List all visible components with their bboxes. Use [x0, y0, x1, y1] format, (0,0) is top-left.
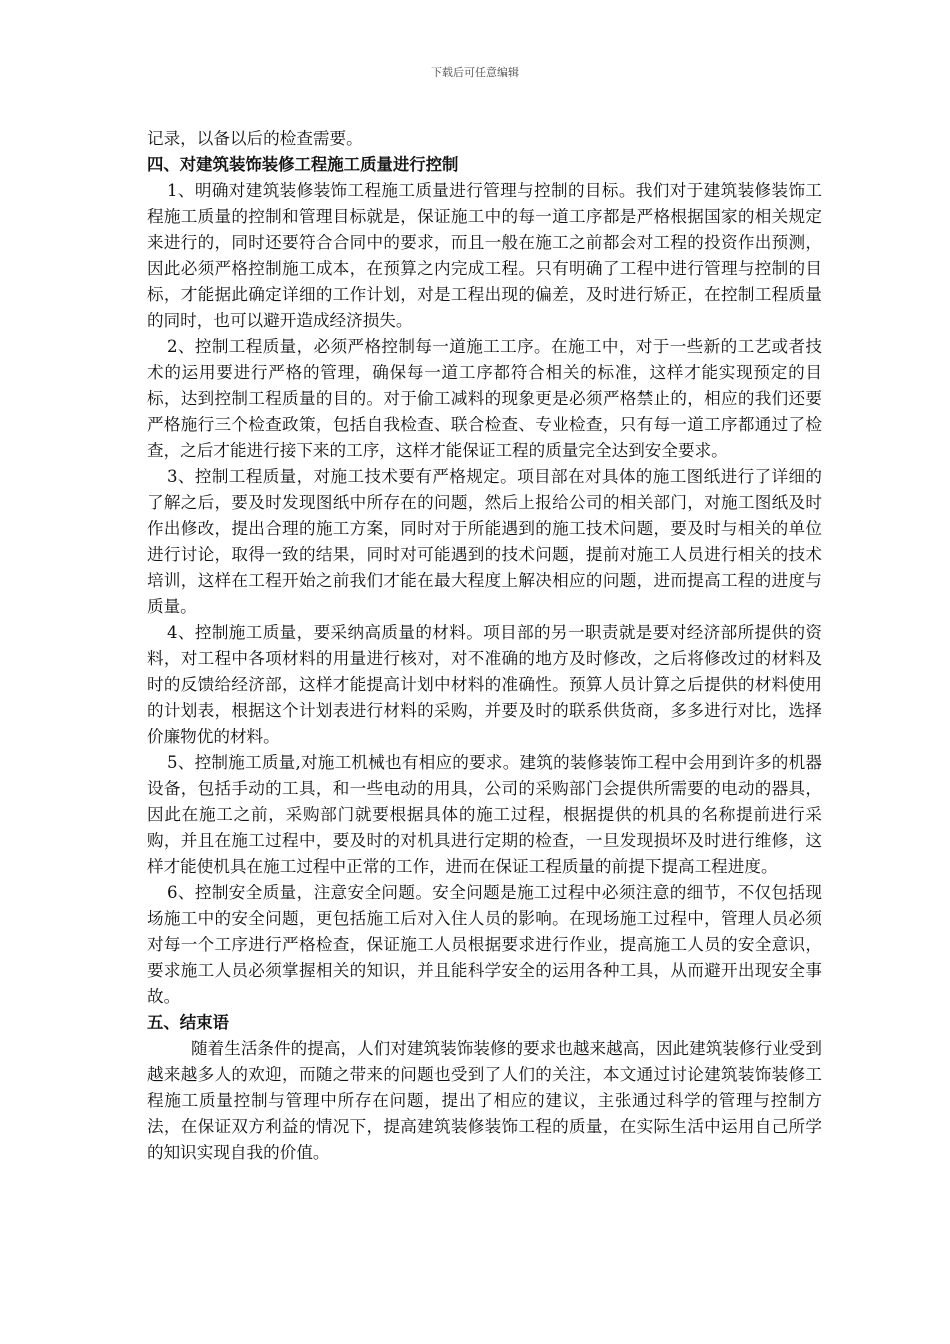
document-body [147, 126, 822, 1166]
paragraph-6: 6、控制安全质量，注意安全问题。安全问题是施工过程中必须注意的细节，不仅包括现场施工中的安全问题，更包括施工后对入住人员的影响。在现场施工过程中，管理人员必须对每一个工序进行严格检查，保证施工人员根据要求进行作业，提高施工人员的安全意识，要求施工人员必须掌握相关的知识，并且能科学安全的运用各种工具，从而避开出现安全事故。 [147, 883, 822, 1006]
page-header: 下载后可任意编辑 [431, 66, 519, 79]
paragraph-2: 2、控制工程质量，必须严格控制每一道施工工序。在施工中，对于一些新的工艺或者技术的运用要进行严格的管理，确保每一道工序都符合相关的标准，这样才能实现预定的目标，达到控制工程质量的目的。对于偷工减料的现象更是必须严格禁止的，相应的我们还要严格施行三个检查政策，包括自我检查、联合检查、专业检查，只有每一道工序都通过了检查，之后才能进行接下来的工序，这样才能保证工程的质量完全达到安全要求。 [147, 337, 822, 460]
paragraph-conclusion: 随着生活条件的提高，人们对建筑装饰装修的要求也越来越高，因此建筑装修行业受到越来越多人的欢迎，而随之带来的问题也受到了人们的关注，本文通过讨论建筑装饰装修工程施工质量控制与管理中所存在问题，提出了相应的建议，主张通过科学的管理与控制方法，在保证双方利益的情况下，提高建筑装修装饰工程的质量，在实际生活中运用自己所学的知识实现自我的价值。 [147, 1039, 822, 1162]
section-heading-4: 四、对建筑装饰装修工程施工质量进行控制 [147, 155, 459, 174]
paragraph-continued: 记录，以备以后的检查需要。 [147, 129, 363, 148]
paragraph-4: 4、控制施工质量，要采纳高质量的材料。项目部的另一职责就是要对经济部所提供的资料，对工程中各项材料的用量进行核对，对不准确的地方及时修改，之后将修改过的材料及时的反馈给经济部，这样才能提高计划中材料的准确性。预算人员计算之后提供的材料使用的计划表，根据这个计划表进行材料的采购，并要及时的联系供货商，多多进行对比，选择价廉物优的材料。 [147, 623, 822, 746]
paragraph-1: 1、明确对建筑装修装饰工程施工质量进行管理与控制的目标。我们对于建筑装修装饰工程施工质量的控制和管理目标就是，保证施工中的每一道工序都是严格根据国家的相关规定来进行的，同时还要符合合同中的要求，而且一般在施工之前都会对工程的投资作出预测，因此必须严格控制施工成本，在预算之内完成工程。只有明确了工程中进行管理与控制的目标，才能据此确定详细的工作计划，对是工程出现的偏差，及时进行矫正，在控制工程质量的同时，也可以避开造成经济损失。 [147, 181, 822, 330]
paragraph-3: 3、控制工程质量，对施工技术要有严格规定。项目部在对具体的施工图纸进行了详细的了解之后，要及时发现图纸中所存在的问题，然后上报给公司的相关部门，对施工图纸及时作出修改，提出合理的施工方案，同时对于所能遇到的施工技术问题，要及时与相关的单位进行讨论，取得一致的结果，同时对可能遇到的技术问题，提前对施工人员进行相关的技术培训，这样在工程开始之前我们才能在最大程度上解决相应的问题，进而提高工程的进度与质量。 [147, 467, 822, 616]
paragraph-5: 5、控制施工质量,对施工机械也有相应的要求。建筑的装修装饰工程中会用到许多的机器设备，包括手动的工具，和一些电动的用具，公司的采购部门会提供所需要的电动的器具，因此在施工之前，采购部门就要根据具体的施工过程，根据提供的机具的名称提前进行采购，并且在施工过程中，要及时的对机具进行定期的检查，一旦发现损坏及时进行维修，这样才能使机具在施工过程中正常的工作，进而在保证工程质量的前提下提高工程进度。 [147, 753, 822, 876]
section-heading-5: 五、结束语 [147, 1013, 229, 1032]
